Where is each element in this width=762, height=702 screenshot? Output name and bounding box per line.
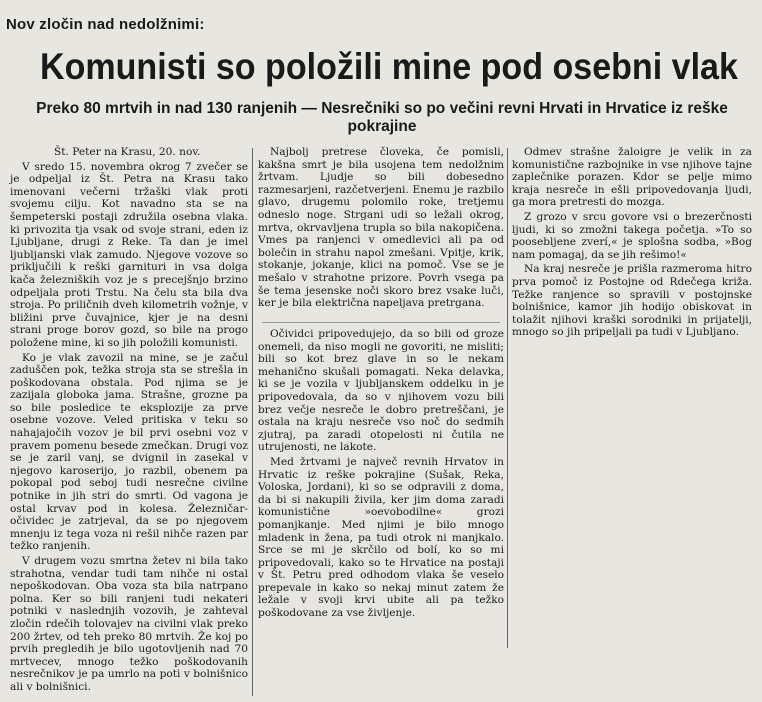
column-2-continued bbox=[258, 328, 504, 622]
column-3 bbox=[512, 146, 752, 341]
section-divider bbox=[262, 322, 500, 323]
dateline: Št. Peter na Krasu, 20. nov. bbox=[54, 146, 201, 158]
paragraph: Odmev strašne žaloigre je velik in za komunistične razbojnike in vse njihove tajne zaplečnike porazen. Kdor se pelje mimo kraja nesreče in ešli pripovedovanja ljudi, ga mora pretresti do mozga. bbox=[512, 146, 752, 209]
article-subheadline: Preko 80 mrtvih in nad 130 ranjenih — Nesrečniki so po večini revni Hrvati in Hrvatice iz reške pokrajine bbox=[36, 100, 728, 135]
paragraph: Ko je vlak zavozil na mine, se je začul zaduščen pok, težka stroja sta se strešla in poškodovana obstala. Pod njima se je zazijala globoka jama. Strašne, grozne pa so bile posledice te eksplozije za prve osebne vozove. Veled pritiska v teku so nahajajočih vozov je bil prvi osebni voz v pravem pomenu besede zmečkan. Drugi voz se je zaril vanj, se dvignil in zasekal v njegovo karoserijo, jo razbil, obenem pa pokopal pod seboj tudi nesrečne civilne potnike in jih stri do smrti. Od vagona je ostal krvav pod in kolesa. Železničar-očividec je zatrjeval, da se po njegovem mnenju iz tega voza ni rešil nihče razen par težko ranjenih. bbox=[10, 351, 248, 553]
paragraph: Med žrtvami je največ revnih Hrvatov in Hrvatic iz reške pokrajine (Sušak, Reka, Voloska, Jordani), ki so se odpravili z doma, da bi si nakupili živila, ker jim doma zaradi komunistične »oevobodilne« grozi pomanjkanje. Med njimi je bilo mnogo mladenk in žena, pa tudi otrok ni manjkalo. Srce se mi je skrčilo od bolí, ko so mi pripovedovali, kako so te Hrvatice na postaji v Št. Petru pred odhodom vlaka še veselo prepevale in kako so nekaj minut zatem že ležale v svoji krvi ubite ali pa težko poškodovane za vse življenje. bbox=[258, 455, 504, 620]
paragraph: Na kraj nesreče je prišla razmeroma hitro prva pomoč iz Postojne od Rdečega križa. Težke ranjence so spravili v postojnske bolnišnice, kamor jih hodijo obiskovat in tolažit njihovi kraški sorodniki in prijatelji, mnogo so jih pripeljali pa tudi v Ljubljano. bbox=[512, 263, 752, 339]
column-rule bbox=[252, 148, 253, 696]
article-kicker: Nov zločin nad nedolžnimi: bbox=[6, 16, 205, 33]
paragraph: V sredo 15. novembra okrog 7 zvečer se je odpeljal iz Št. Petra na Krasu tako imenovani večerni tržaški vlak proti svojemu cilju. Kot navadno sta se na šempeterski postaji združila osebna vlaka. ki privozita tja vsak od svoje strani, eden iz Ljubljane, drugi z Reke. Ta dan je imel ljubljanski vlak zamudo. Njegove vozove so priključili k reški garnituri in vsa dolga kača železniških voz je s precejšnjo brzino odpeljala proti Trstu. Na čelu sta bila dva stroja. Po priličnih dveh kilometrih vožnje, v bližini prve čuvajnice, kjer je na desni strani proge borov gozd, so bile na progo položene mine, ki so jih položili komunisti. bbox=[10, 160, 248, 349]
paragraph: V drugem vozu smrtna žetev ni bila tako strahotna, vendar tudi tam nihče ni ostal nepoškodovan. Oba voza sta bila natrpano polna. Ker so bili ranjeni tudi nekateri potniki v naslednjih vozovih, je zahteval zločin rdečih tolovajev na civilni vlak preko 200 žrtev, od teh preko 80 mrtvih. Že koj po prvih pregledih je bilo ugotovljenih nad 70 mrtvecev, mnogo težko poškodovanih nesrečnikov je pa umrlo na poti v bolnišnico ali v bolnišnici. bbox=[10, 555, 248, 693]
paragraph: Najbolj pretrese človeka, če pomisli, kakšna smrt je bila usojena tem nedolžnim žrtvam. Ljudje so bili dobesedno razmesarjeni, razčetverjeni. Enemu je razbilo glavo, drugemu polomilo roke, tretjemu odneslo noge. Strgani udi so ležali okrog, mrtva, okrvavljena trupla so bila nakopičena. Vmes pa ranjenci v omedlevici ali pa od bolečin in strahu napol zmešani. Vpitje, krik, stokanje, jokanje, klici na pomoč. Vse se je mešalo v strahotne prizore. Povrh vsega pa še tema jesenske noči skoro brez vsake luči, ker je bila električna napeljava pretrgana. bbox=[258, 146, 504, 310]
column-2 bbox=[258, 146, 504, 312]
paragraph: Z grozo v srcu govore vsi o brezerčnosti ljudi, ki so zmožni takega početja. »To so poosebljene zverí,« je splošna sodba, »Bog nam pomagaj, da se jih rešimo!« bbox=[512, 210, 752, 261]
column-rule bbox=[507, 148, 508, 648]
article-headline: Komunisti so položili mine pod osebni vlak bbox=[40, 46, 738, 87]
column-1 bbox=[10, 146, 248, 696]
paragraph: Očividci pripovedujejo, da so bili od groze onemeli, da niso mogli ne govoriti, ne misliti; bili so kot brez glave in so le nekam mehanično skušali pomagati. Neka delavka, ki se je vozila v ljubljanskem oddelku in je pripovedovala, da so v njihovem vozu bili brez večje nesreče le dobro pretreščani, je ostala na kraju nesreče vso noč do sedmih zjutraj, pa zaradi otopelosti ni čutila ne utrujenosti, ne lakote. bbox=[258, 328, 504, 454]
